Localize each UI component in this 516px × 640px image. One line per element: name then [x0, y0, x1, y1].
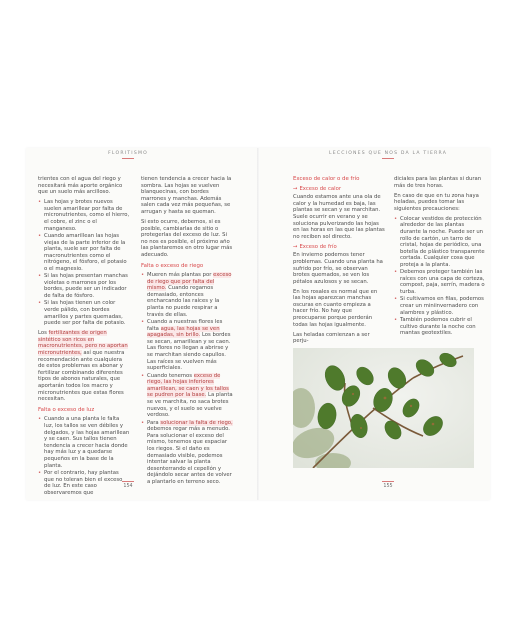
right-page-number: 155	[383, 484, 393, 489]
list-item: • Si cultivamos en filas, podemos crear un miniinvernadero con alambres y plástico.	[394, 296, 486, 316]
list-item: • Para solucionar la falta de riego, debemos regar más a menudo. Para solucionar el exceso del mismo, tenemos que espaciar los riegos. Si el daño es demasiado visible, podemos intentar salvar la planta desenterrando el cepellón y dejándolo secar antes de volver a plantarlo en terreno seco.	[141, 420, 235, 486]
paragraph: diciales para las plantas si duran más de tres horas.	[394, 176, 482, 189]
section-heading-light: Falta o exceso de luz	[38, 406, 95, 413]
list-item: • Si las hojas tienen un color verde pálido, con bordes amarillos y partes quemadas, puede ser por falta de potasio.	[38, 300, 130, 326]
highlighted-text: solucionar la falta de riego,	[160, 419, 233, 426]
arrow-right-icon: →	[293, 243, 298, 250]
left-column-2	[141, 176, 235, 489]
list-item: • Colocar vestidos de protección alrededor de las plantas durante la noche. Puede ser un rollo de cartón, un tarro de cristal, hojas de periódico, una botella de plástico transparente cortada. Cualquier cosa que proteja a la planta.	[394, 216, 486, 269]
highlighted-text: exceso de riego, las hojas inferiores amarillean, se caen y los tallos se pudren por la base.	[147, 372, 229, 399]
list-item: • Si las hojas presentan manchas violetas o marrones por los bordes, puede ser un indicador de falta de fósforo.	[38, 273, 130, 299]
list-item: • Debemos proteger también las raíces con una capa de corteza, compost, paja, serrín, madera o turba.	[394, 269, 486, 295]
highlighted-text: agua, las hojas se ven apagadas, sin brillo.	[147, 325, 220, 339]
left-folio-rule	[122, 481, 134, 482]
arrow-right-icon: →	[293, 185, 298, 192]
right-column-1	[293, 176, 385, 348]
book-gutter	[257, 148, 259, 500]
paragraph: Si esto ocurre, debemos, si es posible, cambiarlas de sitio o protegerlas del exceso de luz. Si no nos es posible, el próximo año las plantaremos en otro lugar más adecuado.	[141, 218, 233, 258]
list-item: • Mueren más plantas por exceso de riego que por falta del mismo. Cuando regamos demasiado, entonces encharcando las raíces y la planta no puede respirar a través de ellas.	[141, 272, 235, 318]
leaves-illustration	[293, 348, 474, 468]
subheading-cold: → Exceso de frío	[293, 243, 337, 250]
left-page-number: 154	[123, 484, 133, 489]
paragraph: En los rosales es normal que en las hojas aparezcan manchas oscuras en cuanto empieza a hacer frío. No hay que preocuparse porque perderán todas las hojas igualmente.	[293, 288, 378, 328]
highlighted-text: fertilizantes de origen sintético son ricos en macronutrientes, pero no aportan micronutrientes,	[38, 330, 128, 357]
highlighted-text: exceso de riego que por falta del mismo.	[147, 272, 232, 292]
right-head-rule	[382, 158, 394, 159]
left-running-head: FLORITISMO	[108, 151, 148, 156]
frost-precautions-list	[394, 216, 486, 337]
list-item: • Cuando a nuestras flores les falta agua, las hojas se ven apagadas, sin brillo. Los bordes se secan, amarillean y se caen. Las flores no llegan a abrirse y se marchitan siendo capullos. Las raíces se vuelven más superficiales.	[141, 319, 235, 372]
right-folio-rule	[382, 481, 394, 482]
right-running-head: LECCIONES QUE NOS DA LA TIERRA	[328, 151, 448, 156]
paragraph: Los fertilizantes de origen sintético son ricos en macronutrientes, pero no aportan micronutrientes, así que nuestra recomendación ante cualquiera de estos problemas es abonar y fertilizar combinando diferentes tipos de abonos naturales, que aportarán todos los macro y micronutrientes que estas flores necesitan.	[38, 330, 128, 403]
paragraph: En invierno podemos tener problemas. Cuando una planta ha sufrido por frío, se observan brotes quemados, se ven los pétalos azulosos y se secan.	[293, 252, 383, 285]
light-list	[38, 416, 130, 496]
list-item: • Las hojas y brotes nuevos suelen amarillear por falta de micronutrientes, como el hierro, el cobre, el zinc o el manganeso.	[38, 199, 130, 232]
list-item: • También podemos cubrir el cultivo durante la noche con mantas geotextiles.	[394, 317, 486, 337]
list-item: • Cuando amarillean las hojas viejas de la parte inferior de la planta, suele ser por falta de macronutrientes como el nitrógeno, el fósforo, el potasio o el magnesio.	[38, 233, 130, 273]
section-heading-heat-cold: Exceso de calor o de frío	[293, 176, 360, 182]
list-item: • Por el contrario, hay plantas que no toleran bien el exceso de luz. En este caso observaremos que	[38, 470, 130, 496]
section-heading-watering: Falta o exceso de riego	[141, 262, 204, 269]
right-column-2	[394, 176, 486, 340]
list-item: • Cuando tenemos exceso de riego, las hojas inferiores amarillean, se caen y los tallos se pudren por la base. La planta se ve marchita, no saca brotes nuevos, y el suelo se vuelve verdoso.	[141, 373, 235, 419]
paragraph: Las heladas comienzan a ser perju-	[293, 331, 370, 345]
paragraph: En caso de que en tu zona haya heladas, puedes tomar las siguientes precauciones:	[394, 192, 479, 212]
paragraph: trientes con el agua del riego y necesitará más aporte orgánico que un suelo más arcilloso.	[38, 176, 123, 196]
left-head-rule	[122, 158, 134, 159]
paragraph: Cuando estamos ante una ola de calor y la humedad es baja, las plantas se secan y se marchitan. Suele ocurrir en verano y se soluciona pulverizando las hojas en las horas en las que las plantas no reciben sol directo.	[293, 194, 385, 240]
rose-leaves-photo	[293, 348, 474, 468]
subheading-heat: → Exceso de calor	[293, 185, 342, 192]
paragraph: tienen tendencia a crecer hacia la sombra. Las hojas se vuelven blanquecinas, con bordes marrones y manchas. Además salen cada vez más pequeñas, se arrugan y hasta se queman.	[141, 176, 232, 215]
watering-list	[141, 272, 235, 485]
left-column-1	[38, 176, 130, 500]
nutrient-list	[38, 199, 130, 327]
list-item: • Cuando a una planta le falta luz, los tallos se ven débiles y delgados, y las hojas amarillean y se caen. Sus tallos tienen tendencia a crecer hacia donde hay más luz y a quedarse pequeños en la base de la planta.	[38, 416, 130, 469]
